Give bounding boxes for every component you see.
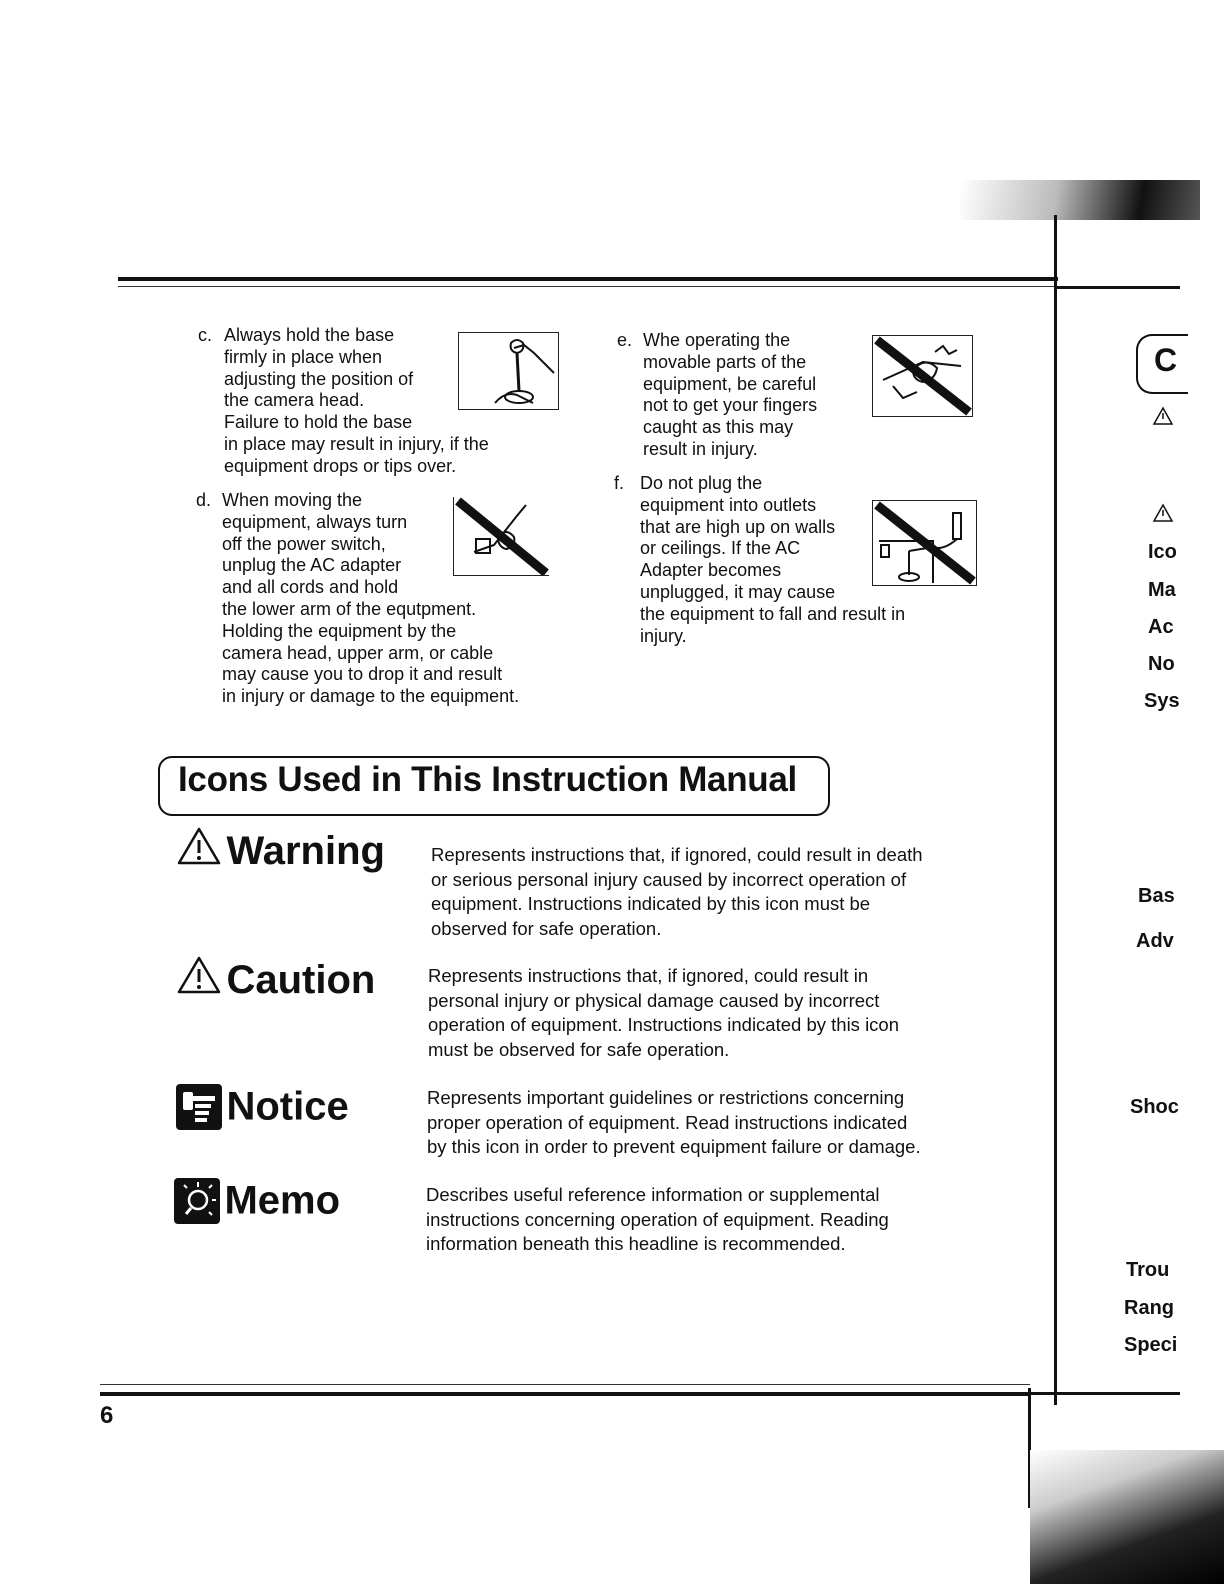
memo-heading [174,1178,340,1224]
safety-item-e [617,330,867,461]
desc-line: observed for safe operation. [431,917,662,939]
item-line: or ceilings. If the AC [640,538,801,559]
bottom-rule [100,1392,1030,1396]
bottom-rule-thin [100,1384,1030,1385]
right-page-fragment: Adv [1136,930,1174,952]
scan-edge-shadow-bottom [1030,1450,1224,1584]
desc-line: information beneath this headline is recommended. [426,1233,846,1254]
item-line: Whe operating the [643,330,791,350]
right-page-bottom-rule [1030,1392,1180,1395]
caution-title: Caution [226,958,376,1002]
right-page-fragment: Trou [1126,1259,1170,1281]
hand-holding-base-illustration [458,332,559,410]
right-page-fragment: No [1148,653,1175,675]
item-line: the equipment to fall and result in [640,603,906,624]
item-line: may cause you to drop it and result [222,664,503,685]
memo-lightbulb-icon [174,1178,220,1224]
item-line: equipment, be careful [643,373,817,394]
item-line: equipment drops or tips over. [224,455,457,476]
item-label: e. [617,330,633,350]
item-label: c. [198,325,213,345]
desc-line: Represents important guidelines or restrictions concerning [427,1087,905,1108]
desc-line: personal injury or physical damage caused by incorrect [428,989,880,1011]
desc-line: Describes useful reference information or supplemental [426,1184,880,1205]
memo-title: Memo [224,1178,341,1223]
warning-triangle-icon [1152,406,1174,426]
page-number: 6 [100,1402,114,1429]
item-line: adjusting the position of [224,368,414,389]
warning-description [431,843,961,941]
right-page-fragment: Speci [1124,1334,1178,1356]
item-text [617,330,867,461]
item-line: unplugged, it may cause [640,581,836,602]
item-line: equipment into outlets [640,494,817,515]
right-page-tab-letter: C [1154,342,1178,378]
warning-title: Warning [226,829,385,873]
right-page-fragment: Ma [1148,579,1176,601]
notice-description [427,1086,957,1160]
item-line: and all cords and hold [222,577,399,598]
notice-hand-icon [176,1084,222,1130]
right-page-fragment: Ico [1148,541,1177,563]
right-page-fragment: Bas [1138,885,1175,907]
warning-heading [176,826,385,874]
warning-triangle-icon [176,826,222,866]
item-line: Always hold the base [224,325,395,345]
desc-line: operation of equipment. Instructions indicated by this icon [428,1014,900,1035]
desc-line: instructions concerning operation of equipment. Reading [426,1208,889,1230]
warning-triangle-icon [176,955,222,995]
top-rule-thin [118,286,1058,287]
item-line: off the power switch, [222,533,386,554]
item-line: that are high up on walls [640,516,836,537]
notice-title: Notice [226,1084,349,1129]
item-line: Failure to hold the base [224,412,413,433]
item-line: Adapter becomes [640,560,782,581]
right-page-fragment: Shoc [1130,1096,1179,1118]
item-line: result in injury. [643,438,758,459]
item-line: the camera head. [224,390,365,411]
warning-triangle-icon [1152,503,1174,523]
item-line: in injury or damage to the equipment. [222,686,520,707]
desc-line: equipment. Instructions indicated by this icon must be [431,893,871,914]
item-line: the lower arm of the equtpment. [222,598,477,619]
right-page-fragment: Sys [1144,690,1180,712]
desc-line: must be observed for safe operation. [428,1038,730,1060]
notice-heading [176,1084,349,1130]
prohibited-outlet-illustration [872,500,977,586]
memo-description [426,1183,956,1257]
caution-heading [176,955,375,1003]
item-line: injury. [640,625,687,646]
item-line: firmly in place when [224,346,383,367]
desc-line: proper operation of equipment. Read instructions indicated [427,1111,908,1133]
item-label: f. [614,473,625,493]
item-line: caught as this may [643,417,794,438]
item-line: Do not plug the [640,473,763,493]
item-line: camera head, upper arm, or cable [222,642,494,663]
icons-section-title: Icons Used in This Instruction Manual [178,760,797,799]
item-line: equipment, always turn [222,511,408,532]
item-line: unplug the AC adapter [222,555,402,576]
right-page-top-rule [1056,286,1180,289]
desc-line: Represents instructions that, if ignored, could result in death [431,844,923,865]
prohibited-pinch-illustration [872,335,973,417]
right-page-fragment: Ac [1148,616,1174,638]
prohibited-carrying-illustration [453,497,549,576]
item-label: d. [196,490,212,510]
item-line: in place may result in injury, if the [224,433,489,454]
item-line: not to get your fingers [643,395,818,416]
item-line: Holding the equipment by the [222,620,457,641]
desc-line: Represents instructions that, if ignored, could result in [428,965,869,986]
top-rule [118,277,1058,281]
caution-description [428,964,958,1062]
page-spine [1054,215,1057,1405]
scan-edge-shadow [960,180,1200,220]
desc-line: by this icon in order to prevent equipment failure or damage. [427,1136,921,1157]
right-page-fragment: Rang [1124,1297,1174,1319]
item-line: When moving the [222,490,363,510]
desc-line: or serious personal injury caused by incorrect operation of [431,868,907,890]
item-line: movable parts of the [643,351,807,372]
